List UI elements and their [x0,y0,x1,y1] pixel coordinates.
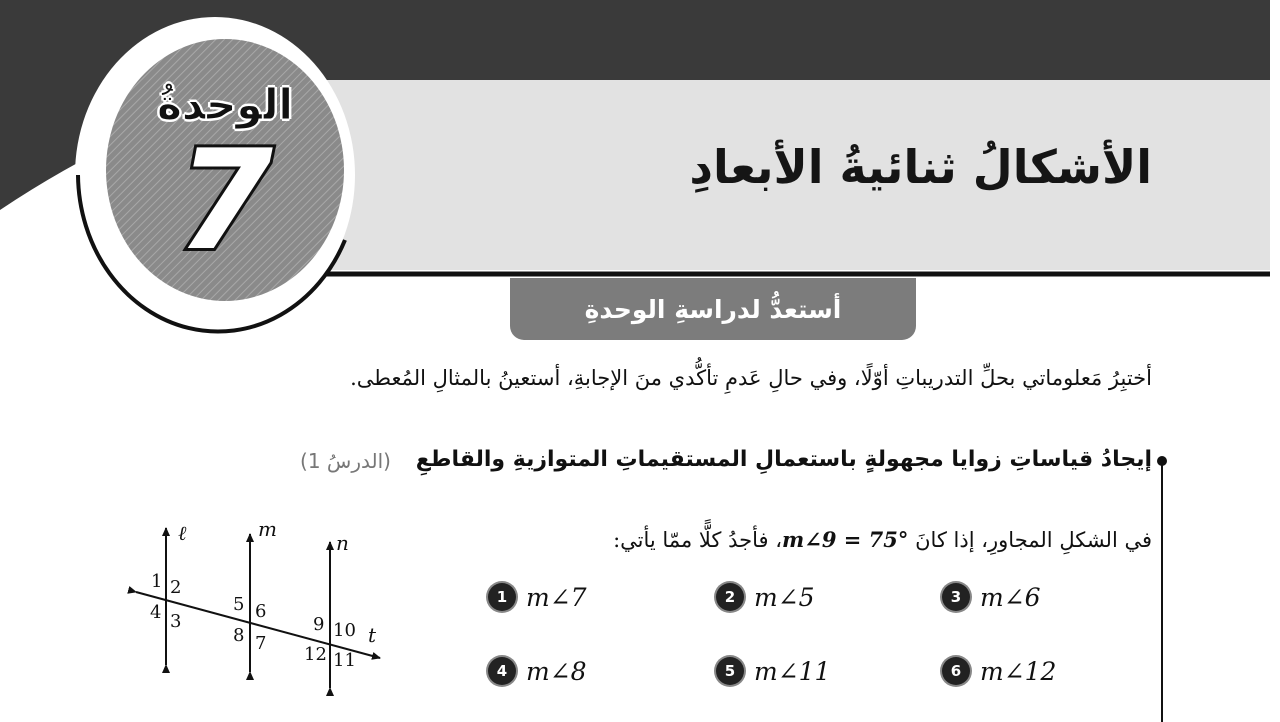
parallel-lines-diagram [118,510,398,700]
angle-label: 1 [151,571,163,592]
unit-badge [106,38,344,300]
unit-title: الأشكالُ ثنائيةُ الأبعادِ [689,140,1152,194]
stem-math: m∠9 = 75° [782,527,909,552]
angle-label: 4 [150,602,162,623]
exercise-expression: m∠5 [754,582,815,612]
exercise-expression: m∠8 [526,656,587,686]
line-label-m: m [258,517,277,541]
exercise-number: 3 [942,583,970,611]
lesson-reference: (الدرسُ 1) [300,449,391,473]
line-label-l: ℓ [178,521,187,545]
unit-number: 7 [176,120,274,281]
exercise-expression: m∠6 [980,582,1041,612]
unit-label: الوحدةُ [157,80,293,129]
angle-label: 10 [333,620,356,641]
exercise-expression: m∠11 [754,656,831,686]
exercise-item [716,580,815,614]
exercise-expression: m∠7 [526,582,587,612]
stem-before: في الشكلِ المجاورِ، إذا كانَ [915,528,1152,552]
problem-stem [613,527,1152,552]
section-rule [1161,462,1163,722]
line-label-n: n [336,531,349,555]
angle-label: 8 [233,625,245,646]
angle-label: 7 [255,633,267,654]
prep-tab [510,278,916,340]
exercise-number: 1 [488,583,516,611]
intro-text: أختبِرُ مَعلوماتي بحلِّ التدريباتِ أوّلًا، وفي حالِ عَدمِ تأكُّدي منَ الإجابةِ، أستعينُ بالمثالِ المُعطى. [350,366,1152,390]
exercise-expression: m∠12 [980,656,1057,686]
exercise-number: 6 [942,657,970,685]
section-heading: إيجادُ قياساتِ زوايا مجهولةٍ باستعمالِ المستقيماتِ المتوازيةِ والقاطعِ [415,447,1152,472]
exercise-item [488,580,587,614]
angle-label: 5 [233,594,245,615]
exercise-number: 2 [716,583,744,611]
prep-tab-label: أستعدُّ لدراسةِ الوحدةِ [584,294,842,324]
angle-label: 2 [170,577,182,598]
angle-label: 6 [255,601,267,622]
exercise-item [942,654,1056,688]
exercise-item [942,580,1041,614]
stem-after: ، فأجدُ كلًّا ممّا يأتي: [613,528,782,552]
angle-label: 3 [170,611,182,632]
exercise-item [488,654,587,688]
angle-label: 12 [304,644,327,665]
line-label-t: t [368,623,377,647]
angle-label: 9 [313,614,325,635]
exercise-number: 4 [488,657,516,685]
exercise-item [716,654,830,688]
angle-label: 11 [333,650,356,671]
exercise-number: 5 [716,657,744,685]
